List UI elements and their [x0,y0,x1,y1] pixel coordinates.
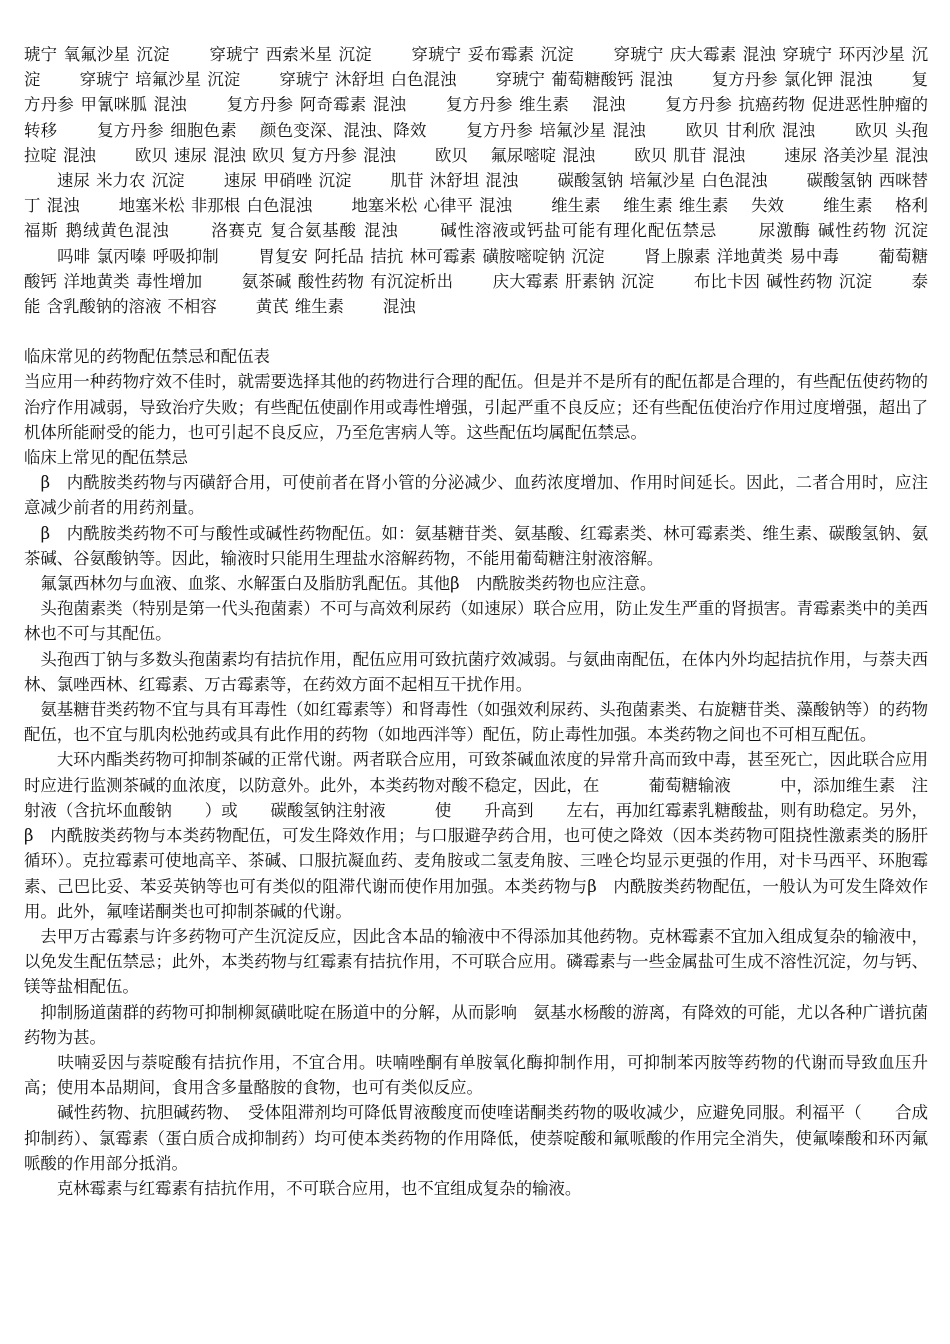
main-heading: 临床常见的药物配伍禁忌和配伍表 [24,347,270,367]
paragraph: β 内酰胺类药物与丙磺舒合用，可使前者在肾小管的分泌减少、血药浓度增加、作用时间延长。因此，二者合用时，应注意减少前者的用药剂量。 [24,473,928,518]
paragraph: 去甲万古霉素与许多药物可产生沉淀反应，因此含本品的输液中不得添加其他药物。克林霉素不宜加入组成复杂的输液中，以免发生配伍禁忌；此外，本类药物与红霉素有拮抗作用，不可联合应用。磷霉素与一些金属盐可生成不溶性沉淀，勿与钙、镁等盐相配伍。 [24,926,928,997]
paragraph: 头孢菌素类（特别是第一代头孢菌素）不可与高效利尿药（如速尿）联合应用，防止发生严重的肾损害。青霉素类中的美西林也不可与其配伍。 [24,599,928,644]
paragraph: 头孢西丁钠与多数头孢菌素均有拮抗作用，配伍应用可致抗菌疗效减弱。与氨曲南配伍，在体内外均起拮抗作用，与萘夫西林、氯唑西林、红霉素、万古霉素等，在药效方面不起相互干扰作用。 [24,649,928,694]
intro-paragraph: 当应用一种药物疗效不佳时，就需要选择其他的药物进行合理的配伍。但是并不是所有的配伍都是合理的，有些配伍使药物的治疗作用减弱，导致治疗失败；有些配伍使副作用或毒性增强，引起严重不良反应；还有些配伍使治疗作用过度增强，超出了机体所能耐受的能力，也可引起不良反应，乃至危害病人等。这些配伍均属配伍禁忌。 [24,372,928,442]
paragraph: 氟氯西林勿与血液、血浆、水解蛋白及脂肪乳配伍。其他β 内酰胺类药物也应注意。 [24,574,657,594]
section-gap [24,319,928,344]
paragraph: 克林霉素与红霉素有拮抗作用，不可联合应用，也不宜组成复杂的输液。 [24,1178,582,1198]
sub-heading: 临床上常见的配伍禁忌 [24,448,188,468]
document-page [24,42,928,1201]
paragraph: 呋喃妥因与萘啶酸有拮抗作用，不宜合用。呋喃唑酮有单胺氧化酶抑制作用，可抑制苯丙胺等药物的代谢而导致血压升高；使用本品期间，食用含多量酪胺的食物，也可有类似反应。 [24,1052,928,1098]
paragraph: β 内酰胺类药物不可与酸性或碱性药物配伍。如：氨基糖苷类、氨基酸、红霉素类、林可霉素类、维生素、碳酸氢钠、氨茶碱、谷氨酸钠等。因此，输液时只能用生理盐水溶解药物，不能用葡萄糖注射液溶解。 [24,523,928,568]
paragraph: 大环内酯类药物可抑制茶碱的正常代谢。两者联合应用，可致茶碱血浓度的异常升高而致中毒，甚至死亡，因此联合应用时应进行监测茶碱的血浓度，以防意外。此外，本类药物对酸不稳定，因此，在 葡萄糖输液 中，添加维生素 注射液（含抗坏血酸钠 ）或 碳酸氢钠注射液 使 升高到 左右，再加红霉素乳糖酸盐，则有助稳定。另外，β 内酰胺类药物与本类药物配伍，可发生降效作用；与口服避孕药合用，也可使之降效（因本类药物可阻挠性激素类的肠肝循环）。克拉霉素可使地高辛、茶碱、口服抗凝血药、麦角胺或二氢麦角胺、三唑仑均显示更强的作用，对卡马西平、环胞霉素、己巴比妥、苯妥英钠等也可有类似的阻滞代谢而使作用加强。本类药物与β 内酰胺类药物配伍，一般认为可发生降效作用。此外，氟喹诺酮类也可抑制茶碱的代谢。 [24,750,928,921]
paragraph: 碱性药物、抗胆碱药物、 受体阻滞剂均可降低胃液酸度而使喹诺酮类药物的吸收减少，应避免同服。利福平（ 合成抑制药）、氯霉素（蛋白质合成抑制药）均可使本类药物的作用降低，使萘啶酸和氟哌酸的作用完全消失，使氟嗪酸和环丙氟哌酸的作用部分抵消。 [24,1103,928,1173]
paragraph: 氨基糖苷类药物不宜与具有耳毒性（如红霉素等）和肾毒性（如强效利尿药、头孢菌素类、右旋糖苷类、藻酸钠等）的药物配伍，也不宜与肌肉松弛药或具有此作用的药物（如地西泮等）配伍，防止毒性加强。本类药物之间也不可相互配伍。 [24,700,928,745]
incompatibility-list: 琥宁 氧氟沙星 沉淀 穿琥宁 西索米星 沉淀 穿琥宁 妥布霉素 沉淀 穿琥宁 庆大霉素 混浊 穿琥宁 环丙沙星 沉淀 穿琥宁 培氟沙星 沉淀 穿琥宁 沐舒坦 白色混浊 穿琥宁 葡萄糖酸钙 混浊 复方丹参 氯化钾 混浊 复方丹参 甲氰咪胍 混浊 复方丹参 阿奇霉素 混浊 复方丹参 维生素 混浊 复方丹参 抗癌药物 促进恶性肿瘤的转移 复方丹参 细胞色素 颜色变深、混浊、降效 复方丹参 培氟沙星 混浊 欧贝 甘利欣 混浊 欧贝 头孢拉啶 混浊 欧贝 速尿 混浊 欧贝 复方丹参 混浊 欧贝 氟尿嘧啶 混浊 欧贝 肌苷 混浊 速尿 洛美沙星 混浊 速尿 米力农 沉淀 速尿 甲硝唑 沉淀 肌苷 沐舒坦 混浊 碳酸氢钠 培氟沙星 白色混浊 碳酸氢钠 西咪替丁 混浊 地塞米松 非那根 白色混浊 地塞米松 心律平 混浊 维生素 维生素 维生素 失效 维生素 格利福斯 鹅绒黄色混浊 洛赛克 复合氨基酸 混浊 碱性溶液或钙盐可能有理化配伍禁忌 尿激酶 碱性药物 沉淀 吗啡 氯丙嗪 呼吸抑制 胃复安 阿托品 拮抗 林可霉素 磺胺嘧啶钠 沉淀 肾上腺素 洋地黄类 易中毒 葡萄糖酸钙 洋地黄类 毒性增加 氨茶碱 酸性药物 有沉淀析出 庆大霉素 肝素钠 沉淀 布比卡因 碱性药物 沉淀 泰能 含乳酸钠的溶液 不相容 黄芪 维生素 混浊 [24,45,928,317]
paragraph: 抑制肠道菌群的药物可抑制柳氮磺吡啶在肠道中的分解，从而影响 氨基水杨酸的游离，有降效的可能，尤以各种广谱抗菌药物为甚。 [24,1002,928,1047]
